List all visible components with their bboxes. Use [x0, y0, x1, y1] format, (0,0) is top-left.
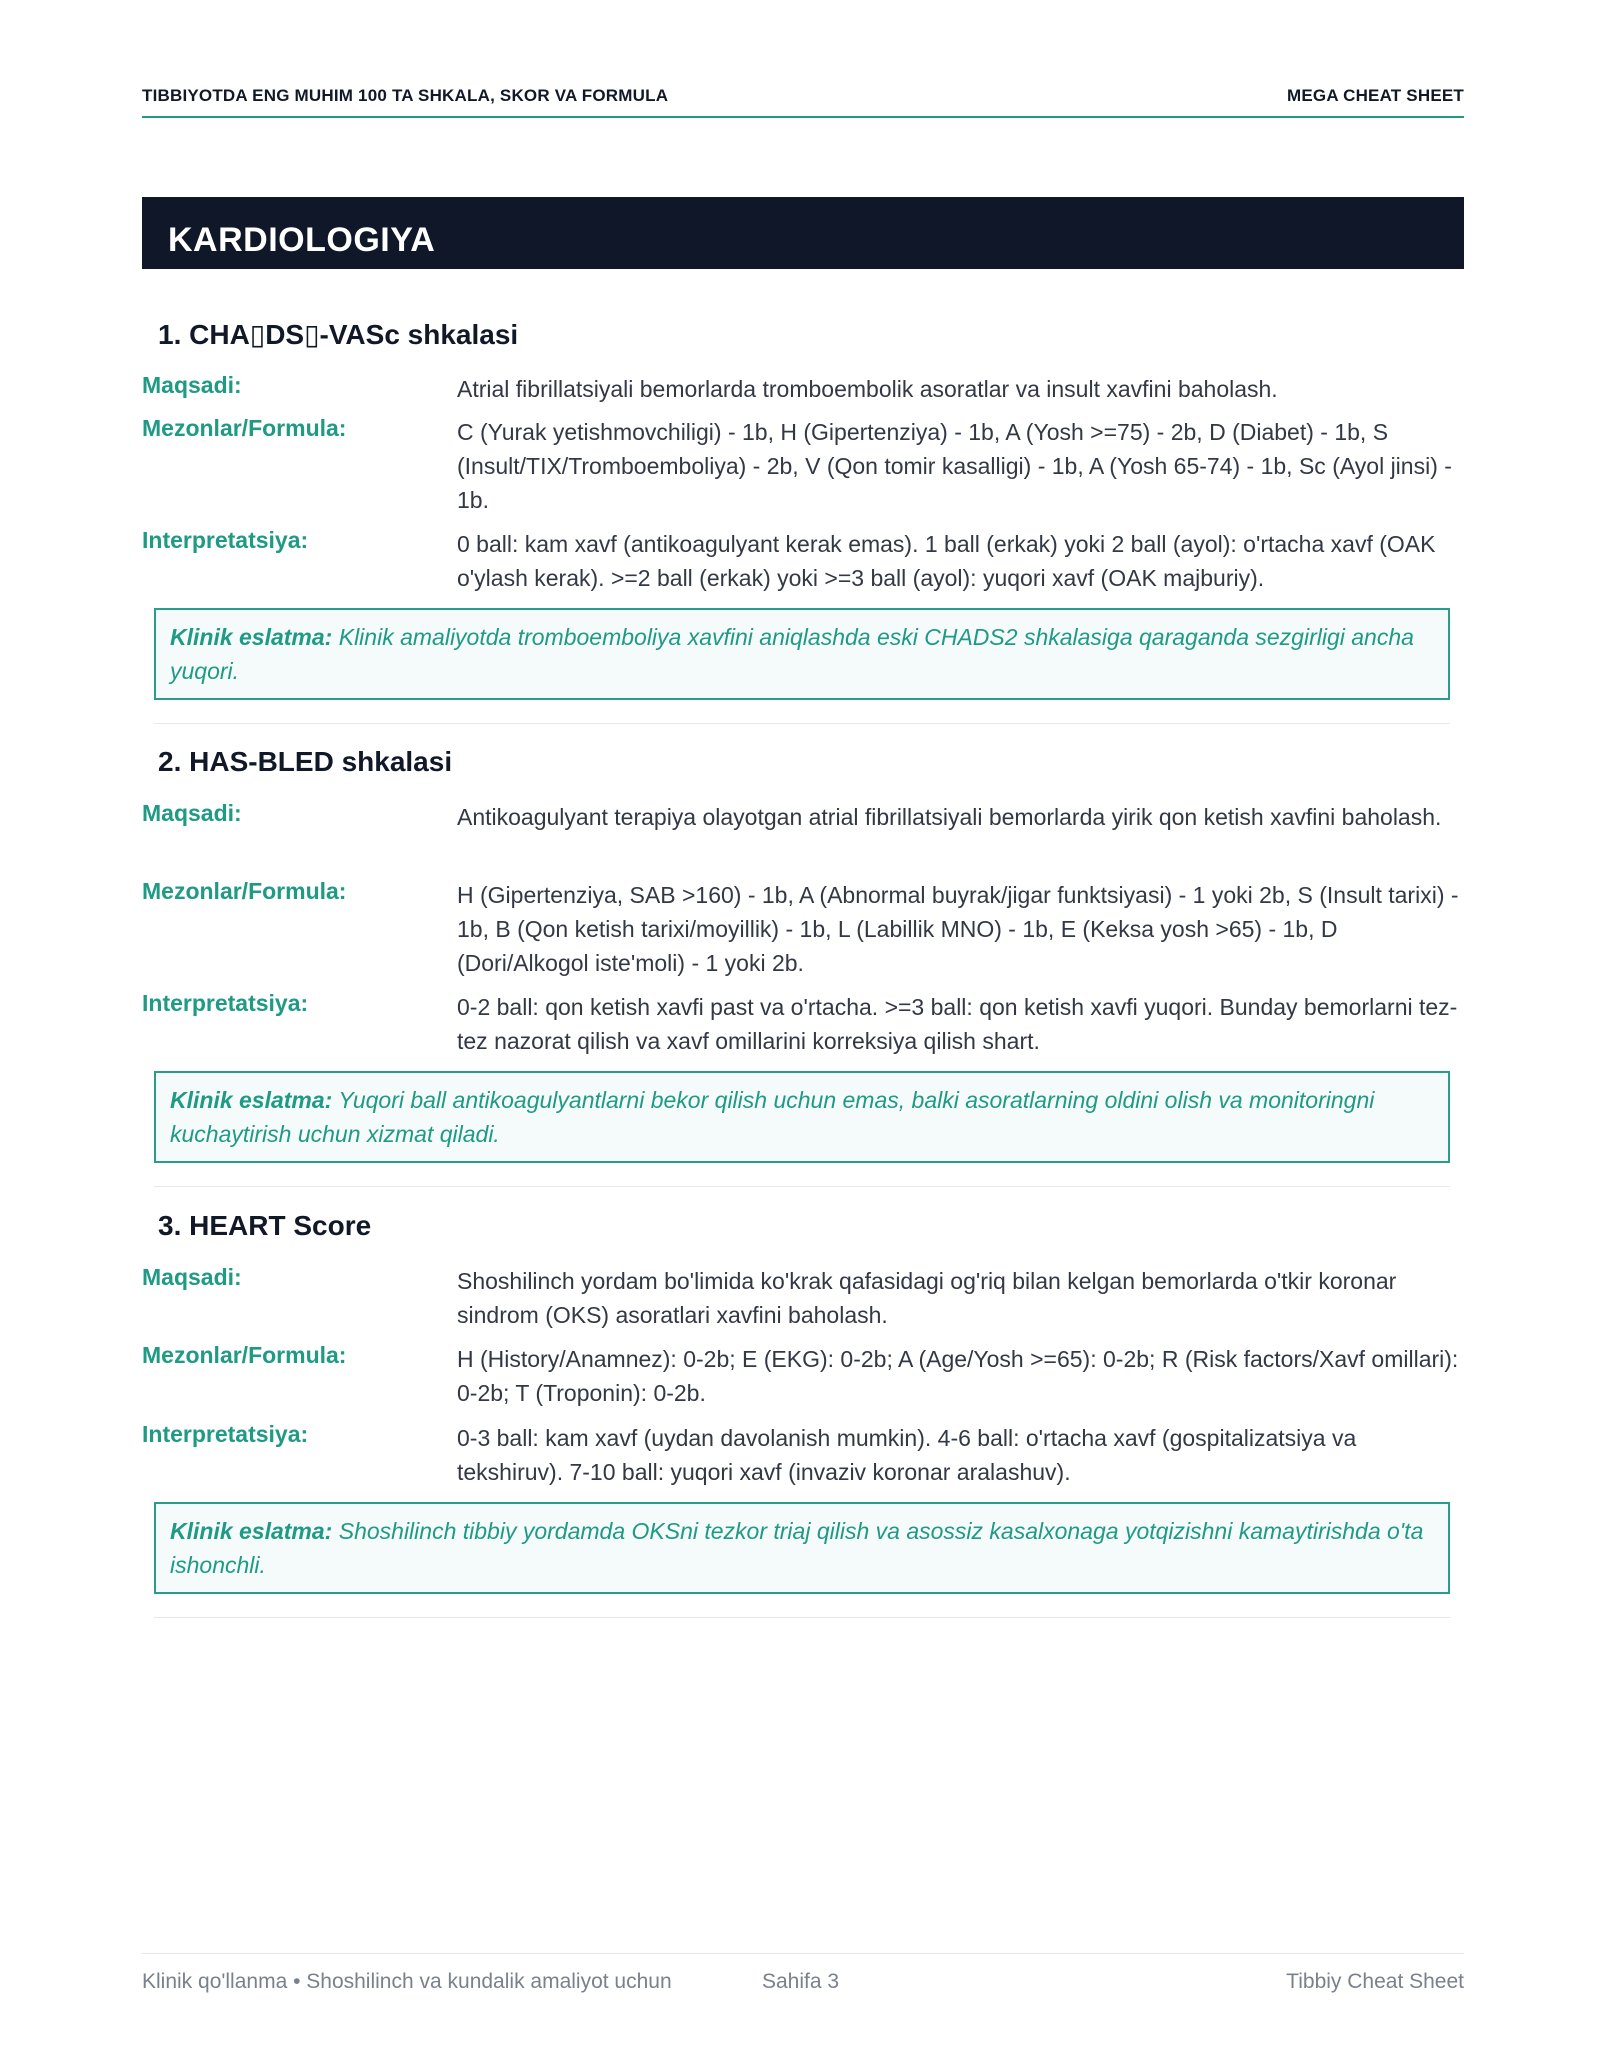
- interpretation-label: Interpretatsiya:: [142, 527, 309, 553]
- criteria-label: Mezonlar/Formula:: [142, 878, 347, 904]
- interpretation-label: Interpretatsiya:: [142, 990, 309, 1016]
- criteria-text: H (Gipertenziya, SAB >160) - 1b, A (Abnormal buyrak/jigar funktsiyasi) - 1 yoki 2b, S (Insult tarixi) - 1b, B (Qon ketish tarixi/moyillik) - 1b, L (Labillik MNO) - 1b, E (Keksa yosh >65) - 1b, D (Dori/Alkogol iste'moli) - 1 yoki 2b.: [457, 882, 1459, 976]
- criteria-text: H (History/Anamnez): 0-2b; E (EKG): 0-2b; A (Age/Yosh >=65): 0-2b; R (Risk factors/Xavf omillari): 0-2b; T (Troponin): 0-2b.: [457, 1346, 1459, 1406]
- criteria-label: Mezonlar/Formula:: [142, 415, 347, 441]
- page-number: Sahifa 3: [762, 1970, 840, 1993]
- page-footer: [142, 1953, 1464, 1994]
- criteria-text: C (Yurak yetishmovchiligi) - 1b, H (Gipertenziya) - 1b, A (Yosh >=75) - 2b, D (Diabet) - 1b, S (Insult/TIX/Tromboemboliya) - 2b, V (Qon tomir kasalligi) - 1b, A (Yosh 65-74) - 1b, Sc (Ayol jinsi) - 1b.: [457, 419, 1452, 513]
- note-label: Klinik eslatma:: [170, 1518, 333, 1544]
- criteria-label: Mezonlar/Formula:: [142, 1342, 347, 1368]
- clinical-note: [154, 1502, 1450, 1594]
- clinical-note: [154, 1071, 1450, 1163]
- section-title: KARDIOLOGIYA: [168, 221, 436, 259]
- section-banner: [142, 197, 1464, 269]
- purpose-label: Maqsadi:: [142, 1264, 242, 1290]
- note-text: Klinik amaliyotda tromboemboliya xavfini aniqlashda eski CHADS2 shkalasiga qaraganda sezgirligi ancha yuqori.: [170, 624, 1414, 684]
- entry-divider: [154, 1186, 1450, 1187]
- header-tag: MEGA CHEAT SHEET: [1287, 86, 1464, 105]
- document-page: [142, 0, 1464, 2070]
- entry-divider: [154, 723, 1450, 724]
- note-text: Yuqori ball antikoagulyantlarni bekor qilish uchun emas, balki asoratlarning oldini olish va monitoringni kuchaytirish uchun xizmat qiladi.: [170, 1087, 1375, 1147]
- purpose-text: Shoshilinch yordam bo'limida ko'krak qafasidagi og'riq bilan kelgan bemorlarda o'tkir koronar sindrom (OKS) asoratlari xavfini baholash.: [457, 1268, 1397, 1328]
- purpose-text: Antikoagulyant terapiya olayotgan atrial fibrillatsiyali bemorlarda yirik qon ketish xavfini baholash.: [457, 804, 1442, 830]
- footer-brand: Tibbiy Cheat Sheet: [1286, 1970, 1464, 1993]
- purpose-label: Maqsadi:: [142, 372, 242, 398]
- entry-title: 1. CHA▯DS▯-VASc shkalasi: [158, 319, 519, 350]
- interpretation-text: 0 ball: kam xavf (antikoagulyant kerak emas). 1 ball (erkak) yoki 2 ball (ayol): o'rtacha xavf (OAK o'ylash kerak). >=2 ball (erkak) yoki >=3 ball (ayol): yuqori xavf (OAK majburiy).: [457, 531, 1436, 591]
- interpretation-text: 0-2 ball: qon ketish xavfi past va o'rtacha. >=3 ball: qon ketish xavfi yuqori. Bunday bemorlarni tez-tez nazorat qilish va xavf omillarini korreksiya qilish shart.: [457, 994, 1458, 1054]
- entry-title: 3. HEART Score: [158, 1210, 372, 1241]
- interpretation-label: Interpretatsiya:: [142, 1421, 309, 1447]
- note-text: Shoshilinch tibbiy yordamda OKSni tezkor triaj qilish va asossiz kasalxonaga yotqizishni kamaytirishda o'ta ishonchli.: [170, 1518, 1424, 1578]
- header-title: TIBBIYOTDA ENG MUHIM 100 TA SHKALA, SKOR VA FORMULA: [142, 86, 669, 105]
- note-label: Klinik eslatma:: [170, 624, 333, 650]
- purpose-text: Atrial fibrillatsiyali bemorlarda tromboembolik asoratlar va insult xavfini baholash.: [457, 376, 1278, 402]
- interpretation-text: 0-3 ball: kam xavf (uydan davolanish mumkin). 4-6 ball: o'rtacha xavf (gospitalizatsiya va tekshiruv). 7-10 ball: yuqori xavf (invaziv koronar aralashuv).: [457, 1425, 1357, 1485]
- clinical-note: [154, 608, 1450, 700]
- entry-divider: [154, 1617, 1450, 1618]
- running-header: [142, 86, 1464, 118]
- purpose-label: Maqsadi:: [142, 800, 242, 826]
- note-label: Klinik eslatma:: [170, 1087, 333, 1113]
- entry-title: 2. HAS-BLED shkalasi: [158, 746, 453, 777]
- footer-subtitle: Klinik qo'llanma • Shoshilinch va kundalik amaliyot uchun: [142, 1970, 672, 1993]
